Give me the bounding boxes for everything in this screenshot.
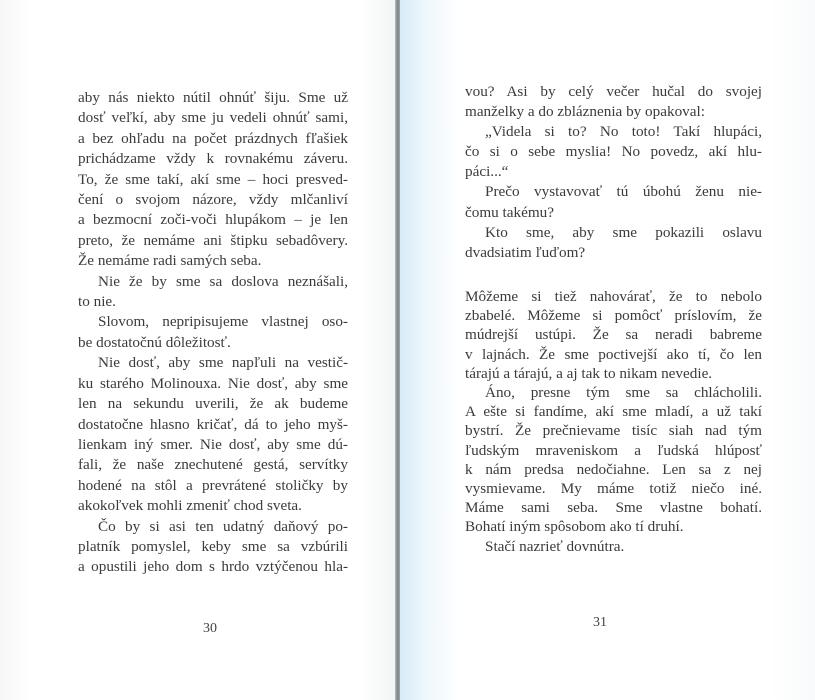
text-line: be dostatočnú dôležitosť. xyxy=(78,333,231,351)
paragraph xyxy=(78,312,348,353)
text-line: vysmievame. My máme totiž niečo iné. xyxy=(465,480,762,498)
text-line: Slovom, nepripisujeme vlastnej oso- xyxy=(98,313,348,331)
paragraph xyxy=(465,383,762,537)
text-line: a opustili jeho dom s hrdo vztýčenou hla- xyxy=(78,558,348,576)
paragraph xyxy=(78,353,348,516)
right-page-text-section-1 xyxy=(465,82,762,263)
left-page-text xyxy=(78,88,348,578)
text-line: Áno, presne tým sme sa chlácholili. xyxy=(485,384,762,402)
text-line: čomu takému? xyxy=(465,203,554,221)
paragraph xyxy=(465,287,762,383)
text-line: bystrí. Že prečnievame tisíc siah nad tým xyxy=(465,422,762,440)
text-line: a bezmocní zoči-voči hlupákom – je len xyxy=(78,211,348,229)
right-page-text-section-2 xyxy=(465,287,762,556)
text-line: prichádzame vždy k rovnakému záveru. xyxy=(78,150,348,168)
text-line: dosť veľkí, aby sme ju vedeli ohnúť sami, xyxy=(78,109,348,127)
paragraph xyxy=(465,122,762,182)
text-line: ku starého Molinouxa. Nie dosť, aby sme xyxy=(78,374,348,392)
text-line: Že nemáme radi samých seba. xyxy=(78,252,262,270)
text-line: tárajú a tárajú, a aj tak to nikam nevedie. xyxy=(465,364,713,382)
text-line: len na sekundu uverili, že ak budeme xyxy=(78,395,348,413)
text-line: a bez ohľadu na počet prázdnych fľašiek xyxy=(78,129,348,147)
text-line: hodené na stôl a prevrátené stoličky by xyxy=(78,476,348,494)
text-line: v lajnách. Že sme poctivejší ako tí, čo len xyxy=(465,345,762,363)
text-line: dostatočne hlasno kričať, dá to jeho myš- xyxy=(78,415,348,433)
book-gutter xyxy=(395,0,400,700)
text-line: čení o svojom názore, vždy mlčanliví xyxy=(78,191,348,209)
text-line: preto, že nemáme ani štipku sebadôvery. xyxy=(78,231,348,249)
text-line: Prečo vystavovať tú úbohú ženu nie- xyxy=(485,183,762,201)
text-line: Čo by si asi ten udatný daňový po- xyxy=(98,517,348,535)
text-line: Môžeme si tiež nahovárať, že to nebolo xyxy=(465,288,762,305)
paragraph xyxy=(78,88,348,272)
text-line: lienkam iný smer. Nie dosť, aby sme dú- xyxy=(78,435,348,453)
text-line: ľudským mraveniskom a ľudská hlúposť xyxy=(465,441,762,459)
text-line: Nie dosť, aby sme napľuli na vestič- xyxy=(98,354,348,372)
text-line: Máme sami seba. Sme vlastne bohatí. xyxy=(465,499,762,517)
paragraph xyxy=(465,537,762,556)
paragraph xyxy=(465,182,762,222)
text-line: páci...“ xyxy=(465,163,509,181)
text-line: dvadsiatim ľuďom? xyxy=(465,243,586,261)
paragraph xyxy=(78,517,348,578)
text-line: zbabelé. Môžeme si pomôcť príslovím, že xyxy=(465,307,762,325)
paragraph xyxy=(465,223,762,263)
text-line: „Videla si to? No toto! Takí hlupáci, xyxy=(485,123,762,141)
text-line: manželky a do zbláznenia by opakoval: xyxy=(465,103,705,121)
page-number-left: 30 xyxy=(203,621,217,636)
paragraph xyxy=(78,272,348,313)
text-line: aby nás niekto nútil ohnúť šiju. Sme už xyxy=(78,89,348,106)
text-line: Kto sme, aby sme pokazili oslavu xyxy=(485,223,762,241)
text-line: To, že sme takí, akí sme – hoci presved- xyxy=(78,170,348,188)
text-line: múdrejší ustúpi. Že sa neradi babreme xyxy=(465,326,762,344)
text-line: vou? Asi by celý večer hučal do svojej xyxy=(465,83,762,100)
text-line: to nie. xyxy=(78,293,116,311)
text-line: Bohatí iným spôsobom ako tí druhí. xyxy=(465,518,684,536)
text-line: Stačí nazrieť dovnútra. xyxy=(485,537,625,555)
text-line: A ešte si fandíme, akí sme mladí, a už takí xyxy=(465,403,762,421)
text-line: platník pomyslel, keby sme sa vzbúrili xyxy=(78,537,348,555)
text-line: fali, že naše znechutené gestá, servítky xyxy=(78,456,348,474)
text-line: Nie že by sme sa doslova neznášali, xyxy=(98,272,348,290)
page-number-right: 31 xyxy=(593,615,607,630)
text-line: akokoľvek mohli zmeniť chod sveta. xyxy=(78,497,302,515)
text-line: čo si o sebe myslia! No povedz, akí hlu- xyxy=(465,143,762,161)
text-line: k nám predsa nedočiahne. Len sa z nej xyxy=(465,460,762,478)
paragraph xyxy=(465,82,762,122)
